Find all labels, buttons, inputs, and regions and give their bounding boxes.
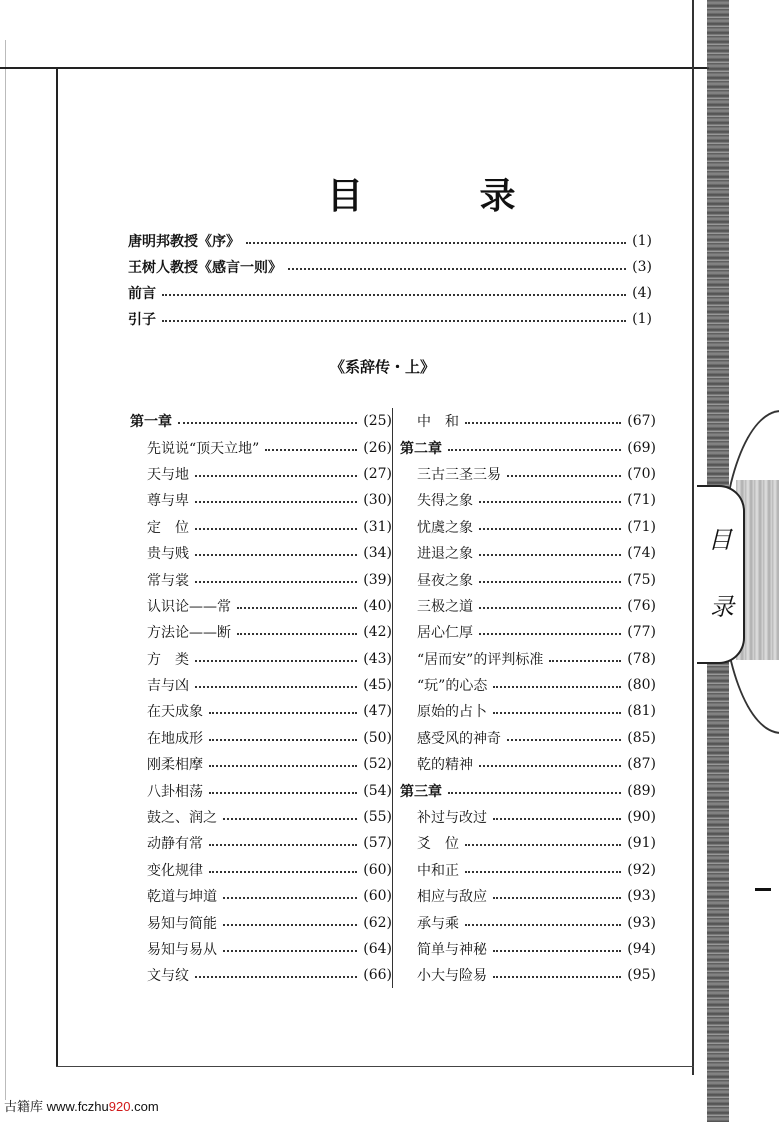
leader-dots — [195, 686, 357, 688]
toc-entry[interactable] — [400, 857, 656, 883]
toc-entry[interactable] — [130, 909, 392, 935]
toc-entry[interactable] — [130, 725, 392, 751]
entry-label: 易知与简能 — [147, 915, 217, 932]
entry-page: (66) — [363, 967, 392, 984]
entry-label: 常与裳 — [147, 572, 189, 589]
entry-page: (60) — [363, 888, 392, 905]
toc-entry[interactable] — [400, 725, 656, 751]
entry-page: (57) — [363, 835, 392, 852]
entry-page: (90) — [627, 809, 656, 826]
frame-bottom-line — [56, 1066, 694, 1067]
leader-dots — [448, 449, 621, 451]
entry-page: (74) — [627, 545, 656, 562]
leader-dots — [448, 792, 621, 794]
entry-page: (55) — [363, 809, 392, 826]
entry-page: (70) — [627, 465, 656, 482]
entry-page: (67) — [627, 413, 656, 430]
leader-dots — [465, 871, 621, 873]
entry-page: (47) — [363, 703, 392, 720]
entry-label: 认识论——常 — [147, 598, 231, 615]
footer-site-name: 古籍库 — [4, 1099, 44, 1114]
entry-label: 居心仁厚 — [417, 625, 473, 642]
entry-label: 易知与易从 — [147, 942, 217, 958]
entry-label: 在地成形 — [147, 730, 203, 747]
toc-entry[interactable] — [130, 883, 392, 909]
entry-page: (3) — [632, 259, 652, 275]
entry-label: “居而安”的评判标准 — [417, 651, 544, 668]
entry-page: (75) — [627, 571, 656, 588]
entry-page: (4) — [632, 285, 652, 301]
toc-entry[interactable] — [130, 936, 392, 962]
entry-label: 定 位 — [147, 519, 189, 536]
entry-label: 乾的精神 — [417, 757, 473, 774]
entry-page: (34) — [363, 545, 392, 562]
toc-entry[interactable] — [130, 434, 392, 460]
leader-dots — [479, 633, 621, 635]
entry-page: (27) — [363, 465, 392, 482]
leader-dots — [465, 422, 621, 424]
toc-entry[interactable] — [130, 830, 392, 856]
entry-label: 失得之象 — [417, 493, 473, 510]
leader-dots — [195, 976, 357, 978]
front-matter-entry[interactable] — [128, 254, 652, 280]
toc-entry[interactable] — [130, 646, 392, 672]
entry-label: 三古三圣三易 — [417, 466, 501, 483]
entry-label: 第一章 — [130, 414, 172, 431]
toc-entry[interactable] — [400, 936, 656, 962]
entry-label: 进退之象 — [417, 546, 473, 563]
leader-dots — [195, 581, 357, 583]
front-matter-entry[interactable] — [128, 280, 652, 306]
column-divider — [392, 408, 393, 988]
entry-label: 王树人教授《感言一则》 — [128, 260, 282, 276]
entry-page: (25) — [363, 413, 392, 430]
toc-entry[interactable] — [130, 698, 392, 724]
entry-label: 刚柔相摩 — [147, 757, 203, 774]
toc-entry[interactable] — [130, 514, 392, 540]
leader-dots — [493, 950, 621, 952]
leader-dots — [162, 320, 626, 322]
entry-label: 天与地 — [147, 466, 189, 483]
front-matter-entry[interactable] — [128, 306, 652, 332]
toc-entry[interactable] — [400, 566, 656, 592]
toc-entry[interactable] — [400, 962, 656, 988]
toc-entry[interactable] — [400, 514, 656, 540]
entry-label: 变化规律 — [147, 862, 203, 879]
entry-label: 方 类 — [147, 651, 189, 668]
entry-page: (54) — [363, 782, 392, 799]
frame-right-line — [692, 0, 694, 1075]
leader-dots — [493, 976, 621, 978]
entry-page: (94) — [627, 941, 656, 957]
entry-label: 贵与贱 — [147, 546, 189, 563]
entry-page: (85) — [627, 729, 656, 746]
entry-page: (31) — [363, 518, 392, 535]
leader-dots — [209, 844, 357, 846]
leader-dots — [493, 897, 621, 899]
entry-page: (93) — [627, 888, 656, 905]
entry-label: 原始的占卜 — [417, 704, 487, 721]
leader-dots — [195, 554, 357, 556]
entry-label: 文与纹 — [147, 968, 189, 985]
entry-label: “玩”的心态 — [417, 678, 488, 695]
toc-entry[interactable] — [400, 408, 656, 434]
entry-page: (43) — [363, 650, 392, 667]
edge-mark — [755, 888, 771, 891]
outer-border-line — [5, 40, 6, 1100]
entry-label: 简单与神秘 — [417, 942, 487, 958]
leader-dots — [178, 422, 357, 424]
entry-label: 乾道与坤道 — [147, 889, 217, 906]
entry-page: (71) — [627, 518, 656, 535]
toc-entry[interactable] — [400, 909, 656, 935]
entry-page: (50) — [363, 729, 392, 746]
toc-entry[interactable] — [400, 698, 656, 724]
entry-label: 忧虞之象 — [417, 519, 473, 536]
entry-label: 昼夜之象 — [417, 572, 473, 589]
toc-entry[interactable] — [130, 540, 392, 566]
toc-entry[interactable] — [400, 487, 656, 513]
toc-entry[interactable] — [130, 593, 392, 619]
frame-left-line — [56, 67, 58, 1067]
entry-label: 鼓之、润之 — [147, 810, 217, 827]
toc-entry[interactable] — [400, 883, 656, 909]
entry-page: (42) — [363, 624, 392, 641]
entry-page: (76) — [627, 597, 656, 614]
leader-dots — [209, 792, 357, 794]
toc-entry[interactable] — [130, 804, 392, 830]
entry-page: (89) — [627, 782, 656, 799]
toc-entry[interactable] — [130, 962, 392, 988]
entry-label: 感受风的神奇 — [417, 730, 501, 747]
toc-entry[interactable] — [400, 830, 656, 856]
entry-page: (92) — [627, 861, 656, 878]
thumb-tab-char-1: 目 — [708, 526, 732, 554]
entry-label: 第二章 — [400, 440, 442, 457]
entry-label: 唐明邦教授《序》 — [128, 234, 240, 250]
chapter-entry[interactable] — [400, 777, 656, 803]
leader-dots — [195, 475, 357, 477]
leader-dots — [223, 818, 357, 820]
chapter-entry[interactable] — [130, 408, 392, 434]
chapter-entry[interactable] — [400, 434, 656, 460]
entry-label: 相应与敌应 — [417, 889, 487, 906]
entry-label: 动静有常 — [147, 836, 203, 853]
entry-page: (30) — [363, 492, 392, 509]
entry-label: 第三章 — [400, 783, 442, 800]
toc-entry[interactable] — [400, 540, 656, 566]
leader-dots — [162, 294, 626, 296]
entry-page: (1) — [632, 233, 652, 249]
entry-page: (62) — [363, 914, 392, 931]
leader-dots — [479, 765, 621, 767]
thumb-tab-char-2: 录 — [710, 593, 734, 621]
entry-label: 补过与改过 — [417, 810, 487, 827]
toc-entry[interactable] — [130, 566, 392, 592]
thumb-tab — [697, 485, 745, 664]
leader-dots — [209, 765, 357, 767]
entry-label: 前言 — [128, 286, 156, 302]
entry-label: 中 和 — [417, 414, 459, 431]
leader-dots — [195, 660, 357, 662]
leader-dots — [493, 818, 621, 820]
leader-dots — [549, 660, 621, 662]
entry-page: (45) — [363, 677, 392, 694]
entry-page: (81) — [627, 703, 656, 720]
leader-dots — [246, 242, 626, 244]
leader-dots — [223, 950, 357, 952]
leader-dots — [195, 501, 357, 503]
toc-left-column — [130, 408, 392, 989]
entry-page: (69) — [627, 439, 656, 456]
toc-entry[interactable] — [400, 646, 656, 672]
leader-dots — [265, 449, 357, 451]
leader-dots — [209, 712, 357, 714]
leader-dots — [479, 528, 621, 530]
toc-entry[interactable] — [130, 777, 392, 803]
leader-dots — [223, 924, 357, 926]
section-title: 《系辞传・上》 — [330, 358, 436, 376]
leader-dots — [493, 712, 621, 714]
leader-dots — [195, 528, 357, 530]
entry-label: 引子 — [128, 312, 156, 328]
leader-dots — [465, 844, 621, 846]
entry-page: (1) — [632, 311, 652, 327]
toc-entry[interactable] — [400, 804, 656, 830]
leader-dots — [507, 739, 621, 741]
leader-dots — [209, 871, 357, 873]
entry-label: 方法论——断 — [147, 625, 231, 642]
entry-page: (60) — [363, 861, 392, 878]
entry-label: 八卦相荡 — [147, 783, 203, 800]
entry-page: (93) — [627, 914, 656, 931]
entry-page: (64) — [363, 941, 392, 957]
entry-page: (52) — [363, 756, 392, 773]
page-title: 目 录 — [327, 175, 568, 217]
leader-dots — [493, 686, 621, 688]
entry-label: 吉与凶 — [147, 678, 189, 695]
toc-entry[interactable] — [130, 619, 392, 645]
entry-page: (87) — [627, 756, 656, 773]
entry-label: 先说说“顶天立地” — [147, 440, 260, 457]
leader-dots — [507, 475, 621, 477]
entry-label: 小大与险易 — [417, 968, 487, 985]
leader-dots — [288, 268, 626, 270]
entry-label: 中和正 — [417, 862, 459, 879]
entry-page: (77) — [627, 624, 656, 641]
leader-dots — [479, 501, 621, 503]
leader-dots — [479, 554, 621, 556]
leader-dots — [479, 581, 621, 583]
toc-entry[interactable] — [400, 672, 656, 698]
toc-entry[interactable] — [130, 487, 392, 513]
leader-dots — [237, 607, 357, 609]
entry-page: (80) — [627, 677, 656, 694]
entry-page: (95) — [627, 967, 656, 984]
entry-page: (26) — [363, 439, 392, 456]
entry-label: 尊与卑 — [147, 493, 189, 510]
entry-label: 三极之道 — [417, 598, 473, 615]
leader-dots — [479, 607, 621, 609]
footer-watermark — [4, 1096, 159, 1115]
leader-dots — [223, 897, 357, 899]
entry-page: (40) — [363, 597, 392, 614]
toc-entry[interactable] — [400, 593, 656, 619]
toc-entry[interactable] — [130, 751, 392, 777]
toc-right-column — [400, 408, 656, 989]
entry-page: (71) — [627, 492, 656, 509]
toc-entry[interactable] — [400, 461, 656, 487]
entry-label: 承与乘 — [417, 915, 459, 932]
toc-entry[interactable] — [130, 461, 392, 487]
entry-label: 爻 位 — [417, 836, 459, 853]
leader-dots — [465, 924, 621, 926]
entry-page: (91) — [627, 835, 656, 852]
front-matter-entry[interactable] — [128, 228, 652, 254]
frame-top-line — [0, 67, 709, 69]
leader-dots — [237, 633, 357, 635]
entry-page: (39) — [363, 571, 392, 588]
toc-entry[interactable] — [400, 751, 656, 777]
toc-entry[interactable] — [130, 857, 392, 883]
leader-dots — [209, 739, 357, 741]
toc-entry[interactable] — [130, 672, 392, 698]
footer-url[interactable]: www.fczhu920.com — [46, 1099, 159, 1114]
toc-entry[interactable] — [400, 619, 656, 645]
entry-label: 在天成象 — [147, 704, 203, 721]
entry-page: (78) — [627, 650, 656, 667]
